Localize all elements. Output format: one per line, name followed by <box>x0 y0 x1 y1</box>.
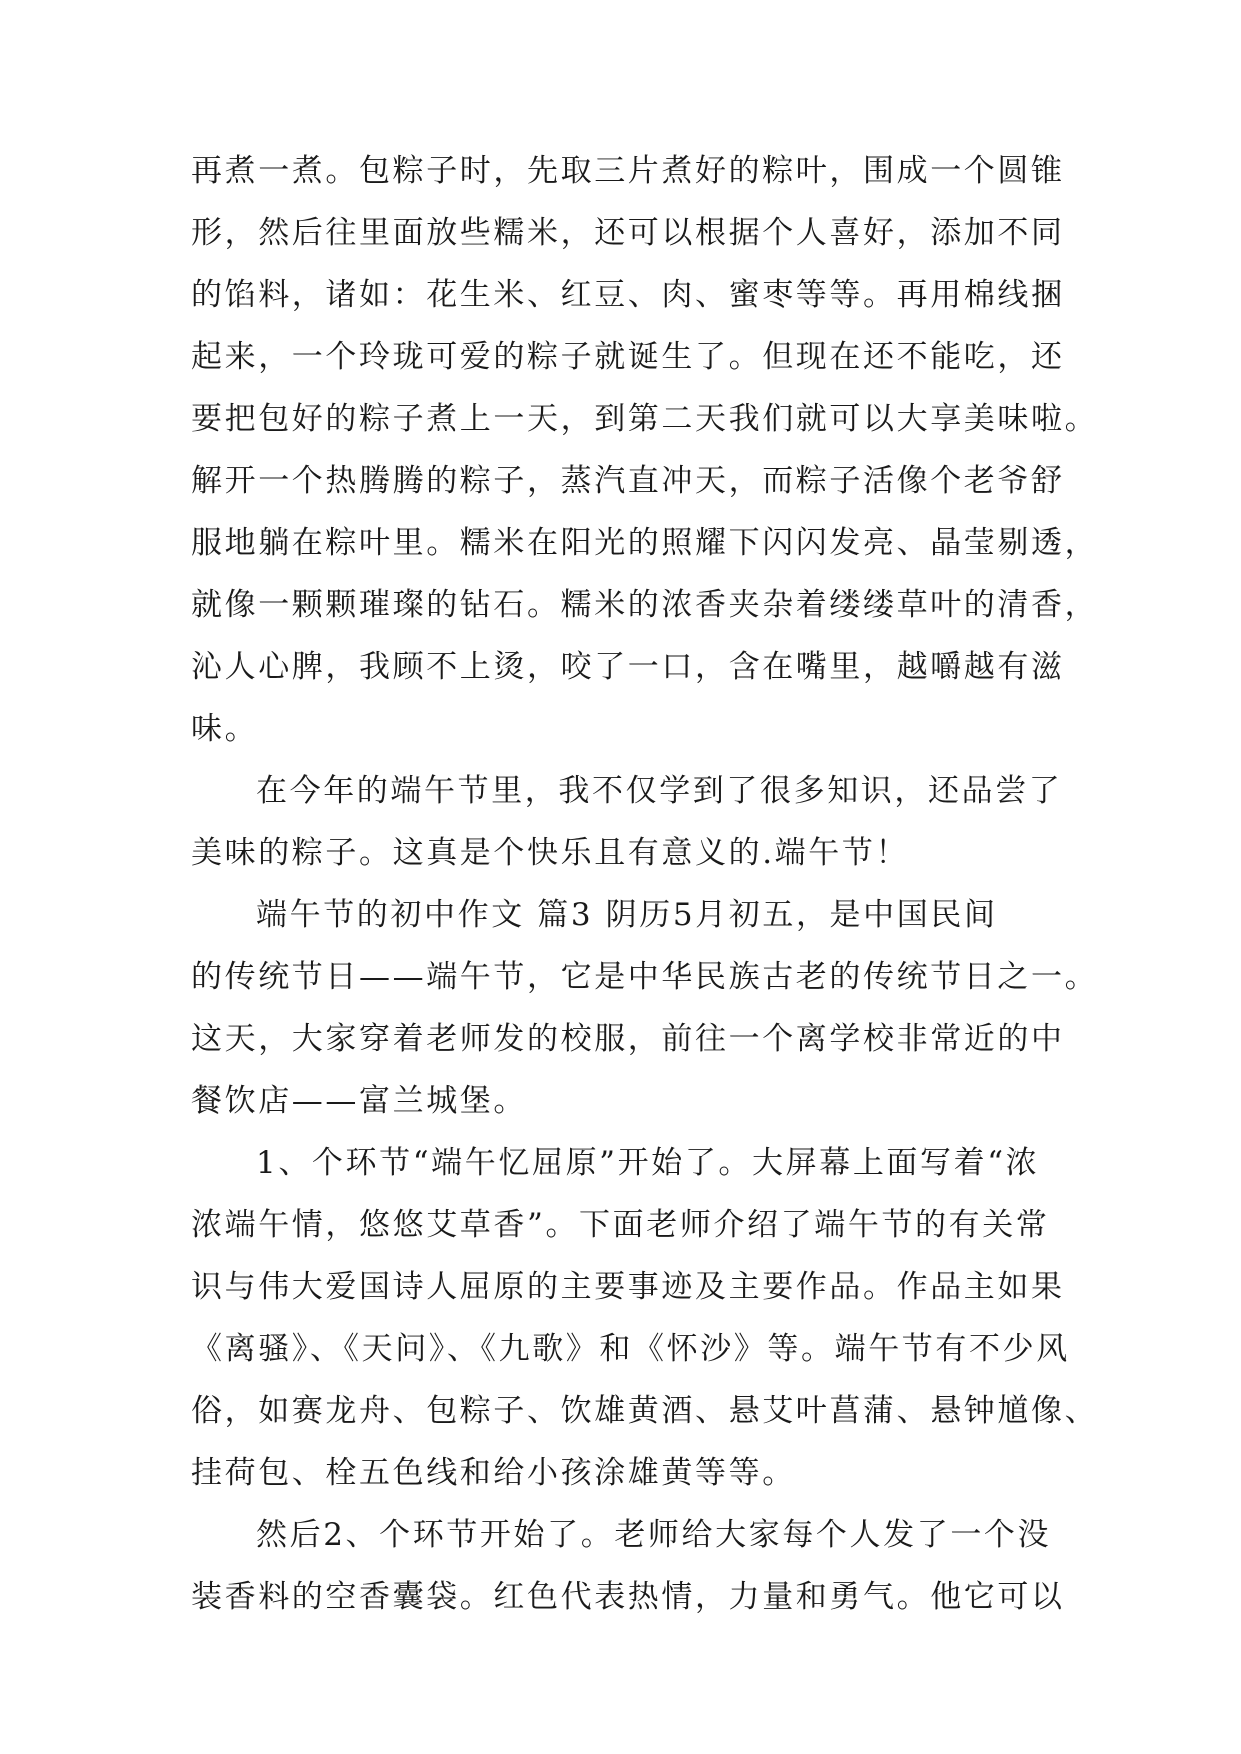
text-line: 装香料的空香囊袋。红色代表热情，力量和勇气。他它可以 <box>191 1579 1065 1615</box>
text-line: 的馅料，诸如：花生米、红豆、肉、蜜枣等等。再用棉线捆 <box>191 277 1065 313</box>
paragraph-first-line: 在今年的端午节里，我不仅学到了很多知识，还品尝了 <box>256 773 1063 809</box>
text-line: 就像一颗颗璀璨的钻石。糯米的浓香夹杂着缕缕草叶的清香， <box>191 587 1099 623</box>
text-line: 美味的粽子。这真是个快乐且有意义的.端午节！ <box>191 835 910 871</box>
text-line: 服地躺在粽叶里。糯米在阳光的照耀下闪闪发亮、晶莹剔透， <box>191 525 1099 561</box>
text-line: 浓端午情，悠悠艾草香”。下面老师介绍了端午节的有关常 <box>191 1207 1050 1243</box>
section-heading-line: 端午节的初中作文 篇3 阴历5月初五，是中国民间 <box>256 897 998 933</box>
text-line: 的传统节日——端午节，它是中华民族古老的传统节日之一。 <box>191 959 1099 995</box>
text-line: 味。 <box>191 711 259 747</box>
text-line: 识与伟大爱国诗人屈原的主要事迹及主要作品。作品主如果 <box>191 1269 1065 1305</box>
text-line: 要把包好的粽子煮上一天，到第二天我们就可以大享美味啦。 <box>191 401 1099 437</box>
text-line: 沁人心脾，我顾不上烫，咬了一口，含在嘴里，越嚼越有滋 <box>191 649 1065 685</box>
text-line: 餐饮店——富兰城堡。 <box>191 1083 527 1119</box>
body-text <box>191 140 1099 1628</box>
text-line: 挂荷包、栓五色线和给小孩涂雄黄等等。 <box>191 1455 796 1491</box>
text-line: 起来，一个玲珑可爱的粽子就诞生了。但现在还不能吃，还 <box>191 339 1065 375</box>
paragraph-first-line: 然后2、个环节开始了。老师给大家每个人发了一个没 <box>256 1517 1052 1553</box>
text-line: 《离骚》、《天问》、《九歌》和《怀沙》等。端午节有不少风 <box>191 1331 1070 1367</box>
paragraph-first-line: 1、个环节“端午忆屈原”开始了。大屏幕上面写着“浓 <box>256 1145 1040 1181</box>
text-line: 俗，如赛龙舟、包粽子、饮雄黄酒、悬艾叶菖蒲、悬钟馗像、 <box>191 1393 1099 1429</box>
text-line: 解开一个热腾腾的粽子，蒸汽直冲天，而粽子活像个老爷舒 <box>191 463 1065 499</box>
text-line: 形，然后往里面放些糯米，还可以根据个人喜好，添加不同 <box>191 215 1065 251</box>
text-line: 再煮一煮。包粽子时，先取三片煮好的粽叶，围成一个圆锥 <box>191 153 1065 189</box>
text-line: 这天，大家穿着老师发的校服，前往一个离学校非常近的中 <box>191 1021 1065 1057</box>
